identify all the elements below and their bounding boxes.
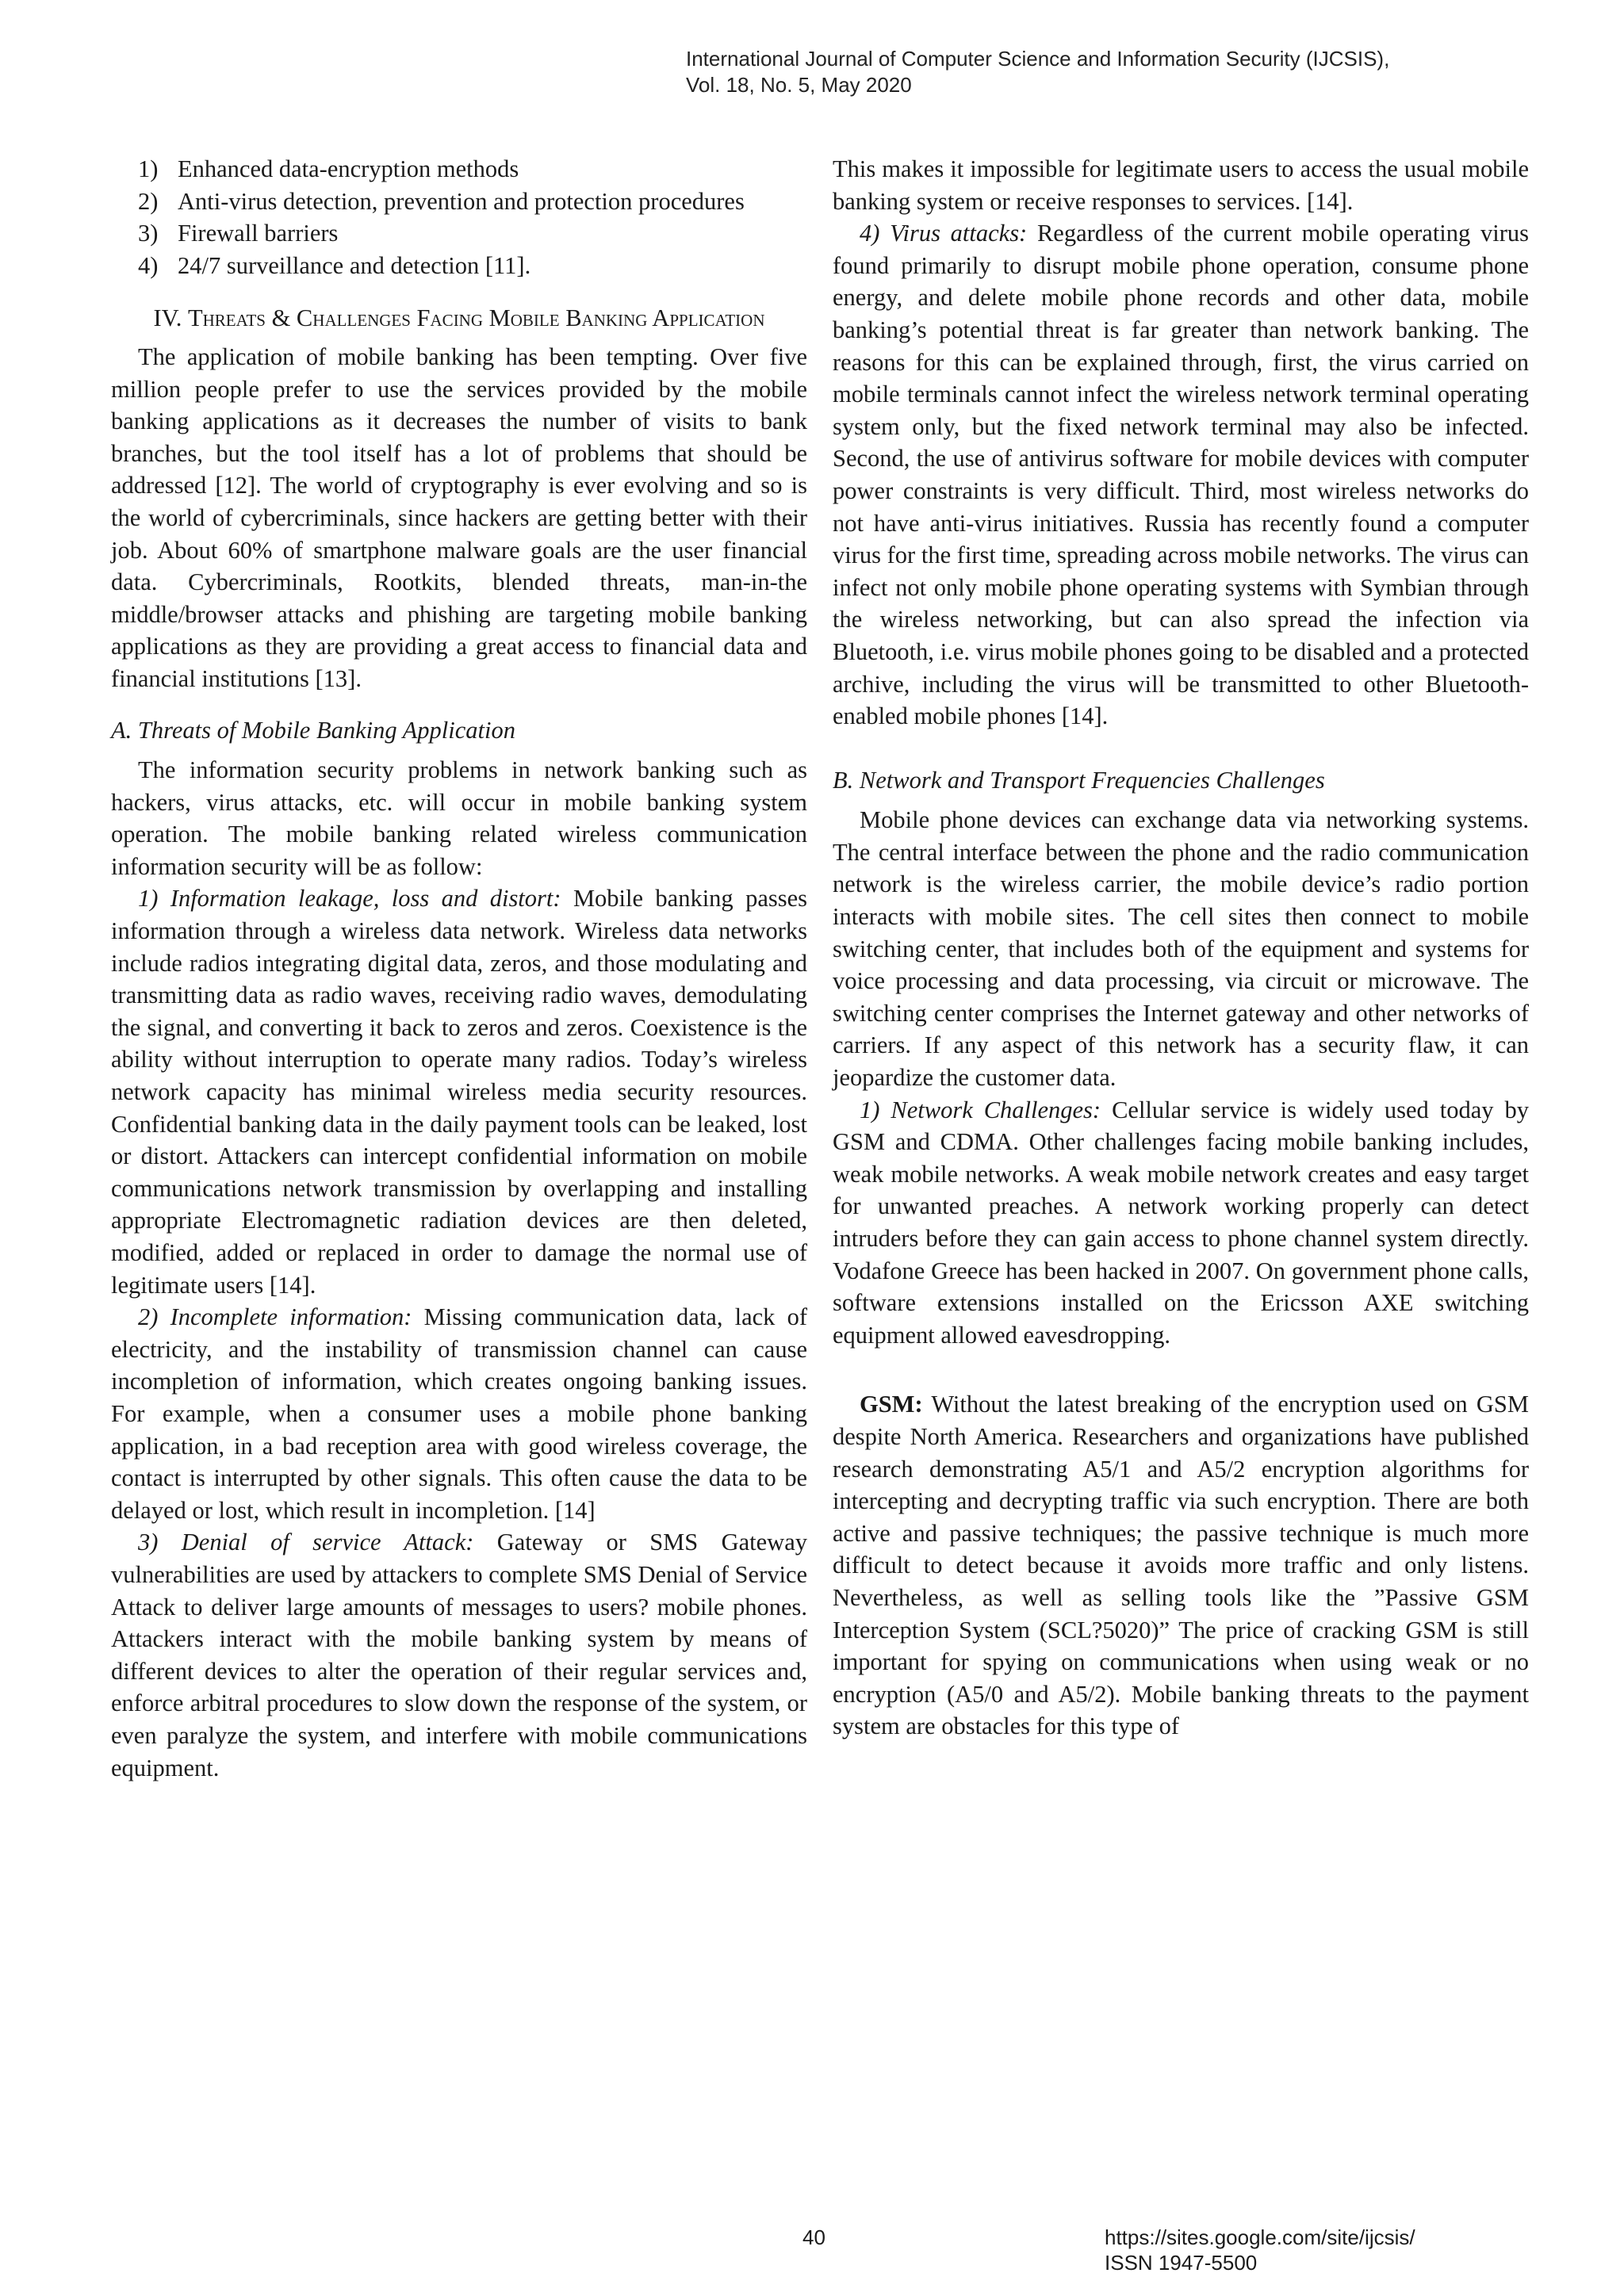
page-number: 40 [802, 2225, 825, 2249]
gsm-paragraph: GSM: Without the latest breaking of the encryption used on GSM despite North America. Researchers and organizations have published research demonstrating A5/1 and A5/2 encryption algorithms for intercepting and decrypting traffic via such encryption. There are both active and passive techniques; the passive technique is much more difficult to detect because it avoids more traffic and only listens. Nevertheless, as well as selling tools like the ”Passive GSM Interception System (SCL?5020)” The price of cracking GSM is still important for spying on communications when using weak or no encryption (A5/0 and A5/2). Mobile banking threats to the payment system are obstacles for this type of [833, 1391, 1529, 1740]
list-item: 2) Anti-virus detection, prevention and protection procedures [138, 187, 745, 215]
section-number: IV. [153, 304, 182, 332]
footer-issn: ISSN 1947-5500 [1105, 2251, 1258, 2275]
challenge-1-paragraph: 1) Network Challenges: Cellular service is widely used today by GSM and CDMA. Other challenges facing mobile banking includes, weak mobile networks. A weak mobile network creates and easy target for unwanted preaches. A network working properly can detect intruders before they can gain access to phone channel system directly. Vodafone Greece has been hacked in 2007. On government phone calls, software extensions installed on the Ericsson AXE switching equipment allowed eavesdropping. [833, 1096, 1529, 1349]
section-title [111, 302, 807, 335]
security-measures-list [111, 153, 807, 281]
footer-info [1105, 2225, 1415, 2275]
subsection-a-title: A. Threats of Mobile Banking Application [111, 716, 515, 744]
footer-url: https://sites.google.com/site/ijcsis/ [1105, 2225, 1415, 2249]
threat-3-paragraph: 3) Denial of service Attack: Gateway or SMS Gateway vulnerabilities are used by attackers to complete SMS Denial of Service Attack to deliver large amounts of messages to users? mobile phones. Attackers interact with the mobile banking system by means of different devices to alter the operation of their regular services and, enforce arbitral procedures to slow down the response of the system, or even paralyze the system, and interfere with mobile communications equipment. [111, 1529, 807, 1781]
subsection-a-intro: The information security problems in network banking such as hackers, virus attacks, etc. will occur in mobile banking system operation. The mobile banking related wireless communication information security will be as follow: [111, 756, 807, 880]
threat-3-continuation: This makes it impossible for legitimate users to access the usual mobile banking system or receive responses to services. [14]. [833, 155, 1529, 215]
journal-header [686, 46, 1558, 98]
left-column [111, 153, 807, 1784]
threat-4-paragraph: 4) Virus attacks: Regardless of the current mobile operating virus found primarily to disrupt mobile phone operation, consume phone energy, and delete mobile phone records and other data, mobile banking’s potential threat is far greater than network banking. The reasons for this can be explained through, first, the virus carried on mobile terminals cannot infect the wireless network terminal operating system only, but the fixed network terminal may also be infected. Second, the use of antivirus software for mobile devices with computer power constraints is very difficult. Third, most wireless networks do not have anti-virus initiatives. Russia has recently found a computer virus for the first time, spreading across mobile networks. The virus can infect not only mobile phone operating systems with Symbian through the wireless networking, but can also spread the infection via Bluetooth, i.e. virus mobile phones going to be disabled and a protected archive, including the virus will be transmitted to other Bluetooth-enabled mobile phones [14]. [833, 220, 1529, 730]
subsection-b-intro: Mobile phone devices can exchange data via networking systems. The central interface between the phone and the radio communication network is the wireless carrier, the mobile device’s radio portion interacts with mobile sites. The cell sites then connect to mobile switching center, that includes both of the equipment and systems for voice processing and data processing, via circuit or microwave. The switching center comprises the Internet gateway and other networks of carriers. If any aspect of this network has a security flaw, it can jeopardize the customer data. [833, 806, 1529, 1092]
list-item: 4) 24/7 surveillance and detection [11]. [138, 251, 531, 279]
journal-header-line2: Vol. 18, No. 5, May 2020 [686, 73, 912, 97]
list-item: 1) Enhanced data-encryption methods [138, 155, 519, 182]
right-column [833, 153, 1529, 1743]
threat-1-paragraph: 1) Information leakage, loss and distort: Mobile banking passes information through a wireless data network. Wireless data networks include radios integrating digital data, zeros, and those modulating and transmitting data as radio waves, receiving radio waves, demodulating the signal, and converting it back to zeros and zeros. Coexistence is the ability without interruption to operate many radios. Today’s wireless network capacity has minimal wireless media security resources. Confidential banking data in the daily payment tools can be leaked, lost or distort. Attackers can intercept confidential information on mobile communications network transmission by overlapping and installing appropriate Electromagnetic radiation devices are then deleted, modified, added or replaced in order to damage the normal use of legitimate users [14]. [111, 885, 808, 1299]
list-item: 3) Firewall barriers [138, 220, 339, 247]
threat-2-paragraph: 2) Incomplete information: Missing communication data, lack of electricity, and the instability of transmission channel can cause incompletion of information, which creates ongoing banking issues. For example, when a consumer uses a mobile phone banking application, in a bad reception area with good wireless coverage, the contact is interrupted by other signals. This often cause the data to be delayed or lost, which result in incompletion. [14] [111, 1303, 808, 1524]
section-title-text: Threats & Challenges Facing Mobile Banking Application [187, 304, 765, 332]
subsection-b-title: B. Network and Transport Frequencies Challenges [833, 766, 1325, 794]
intro-paragraph: The application of mobile banking has been tempting. Over five million people prefer to use the services provided by the mobile banking applications as it decreases the number of visits to bank branches, but the tool itself has a lot of problems that should be addressed [12]. The world of cryptography is ever evolving and so is the world of cybercriminals, since hackers are getting better with their job. About 60% of smartphone malware goals are the user financial data. Cybercriminals, Rootkits, blended threats, man-in-the middle/browser attacks and phishing are targeting mobile banking applications as they are providing a great access to financial data and financial institutions [13]. [111, 342, 807, 692]
journal-header-line1: International Journal of Computer Science and Information Security (IJCSIS), [686, 47, 1390, 71]
